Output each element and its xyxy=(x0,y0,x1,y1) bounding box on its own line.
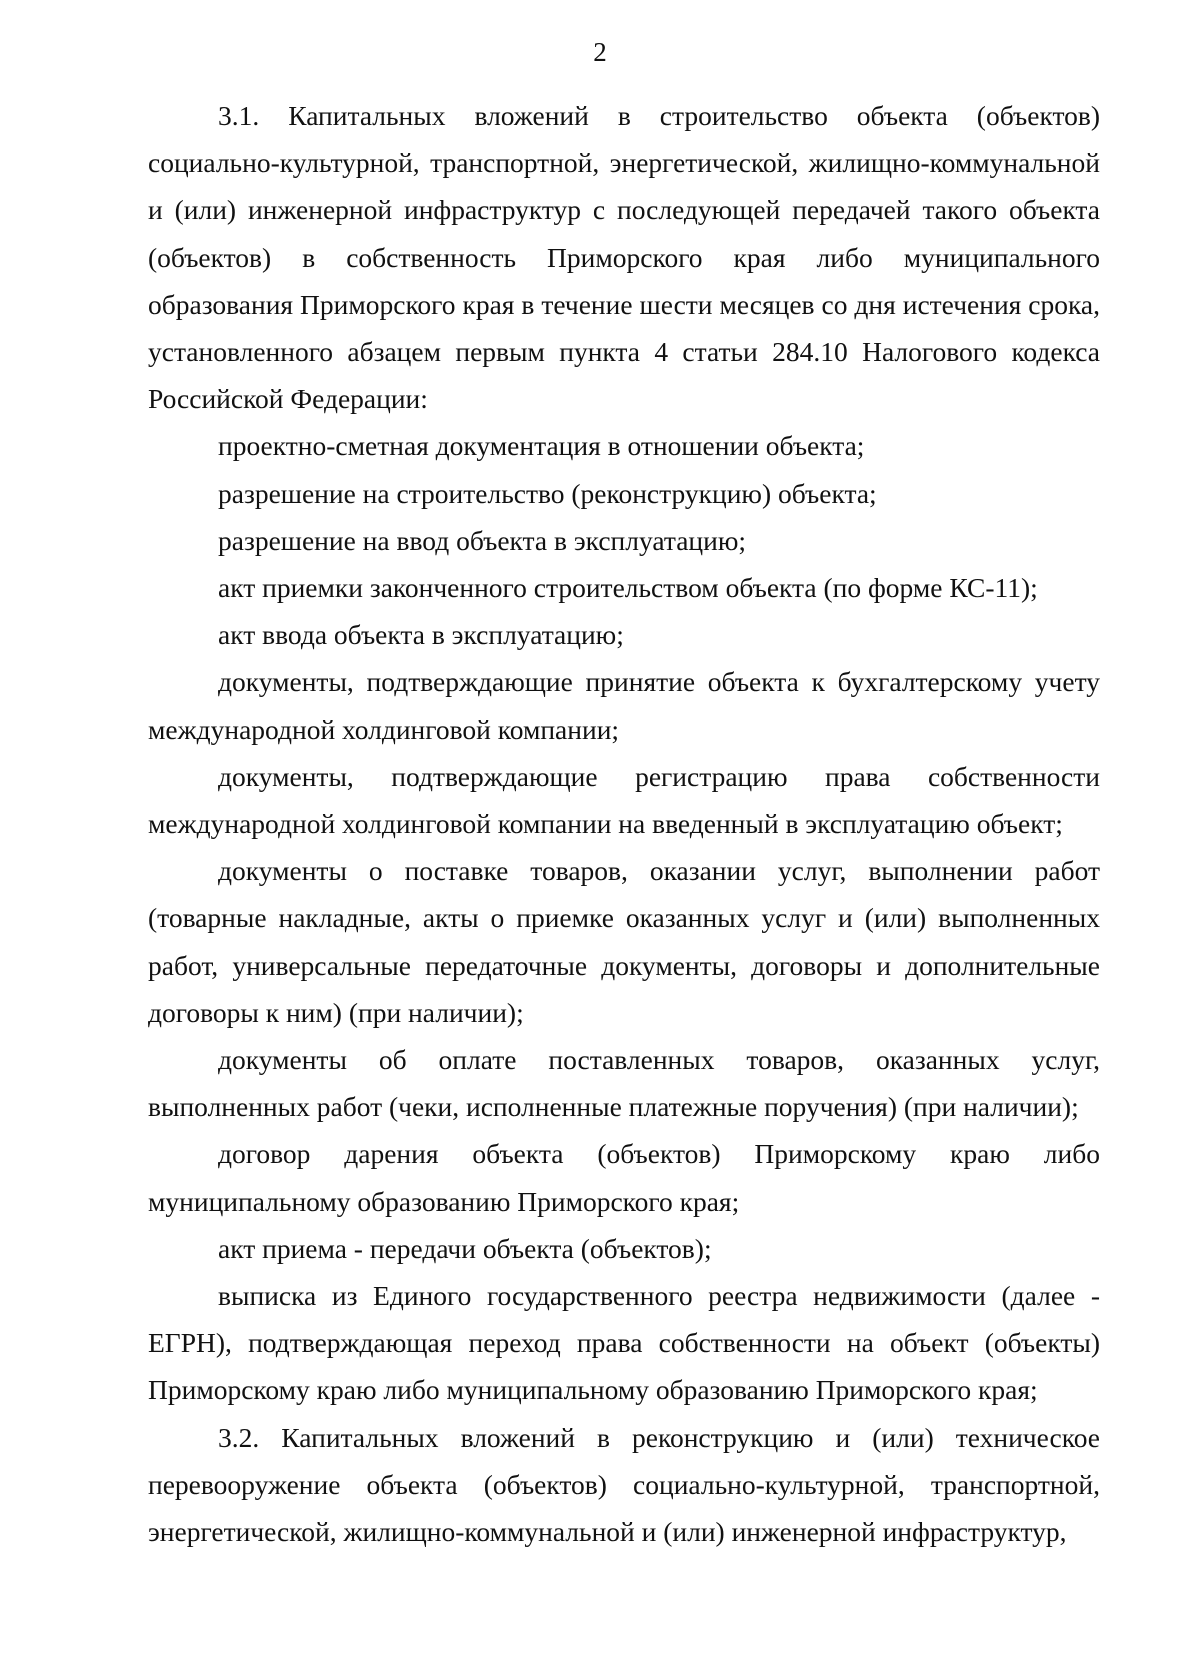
list-item-donation-agreement: договор дарения объекта (объектов) Приморскому краю либо муниципальному образованию Приморского края; xyxy=(148,1138,1100,1217)
list-item-accounting-documents: документы, подтверждающие принятие объекта к бухгалтерскому учету международной холдинговой компании; xyxy=(148,666,1100,745)
document-body xyxy=(148,92,1100,1555)
page-number: 2 xyxy=(593,37,607,67)
list-item-commissioning-act: акт ввода объекта в эксплуатацию; xyxy=(218,619,624,651)
list-item-egrn-extract: выписка из Единого государственного реестра недвижимости (далее - ЕГРН), подтверждающая переход права собственности на объект (объекты) Приморскому краю либо муниципальному образованию Приморского края; xyxy=(148,1280,1100,1406)
list-item-ownership-registration: документы, подтверждающие регистрацию права собственности международной холдинговой компании на введенный в эксплуатацию объект; xyxy=(148,760,1100,840)
list-item-acceptance-act-ks11: акт приемки законченного строительством объекта (по форме КС-11); xyxy=(218,572,1038,604)
list-item-design-documentation: проектно-сметная документация в отношении объекта; xyxy=(218,430,865,462)
list-item-construction-permit: разрешение на строительство (реконструкцию) объекта; xyxy=(218,477,877,509)
list-item-commissioning-permit: разрешение на ввод объекта в эксплуатацию; xyxy=(218,524,747,556)
list-item-transfer-act: акт приема - передачи объекта (объектов); xyxy=(218,1232,712,1264)
paragraph-3-1: 3.1. Капитальных вложений в строительство объекта (объектов) социально-культурной, транспортной, энергетической, жилищно-коммунальной и (или) инженерной инфраструктур с последующей передачей такого объекта (объектов) в собственность Приморского края либо муниципального образования Приморского края в течение шести месяцев со дня истечения срока, установленного абзацем первым пункта 4 статьи 284.10 Налогового кодекса Российской Федерации: xyxy=(148,100,1100,415)
list-item-supply-documents: документы о поставке товаров, оказании услуг, выполнении работ (товарные накладные, акты о приемке оказанных услуг и (или) выполненных работ, универсальные передаточные документы, договоры и дополнительные договоры к ним) (при наличии); xyxy=(148,855,1100,1028)
paragraph-3-2: 3.2. Капитальных вложений в реконструкцию и (или) техническое перевооружение объекта (объектов) социально-культурной, транспортной, энергетической, жилищно-коммунальной и (или) инженерной инфраструктур, xyxy=(148,1421,1100,1548)
list-item-payment-documents: документы об оплате поставленных товаров, оказанных услуг, выполненных работ (чеки, исполненные платежные поручения) (при наличии); xyxy=(148,1044,1100,1123)
